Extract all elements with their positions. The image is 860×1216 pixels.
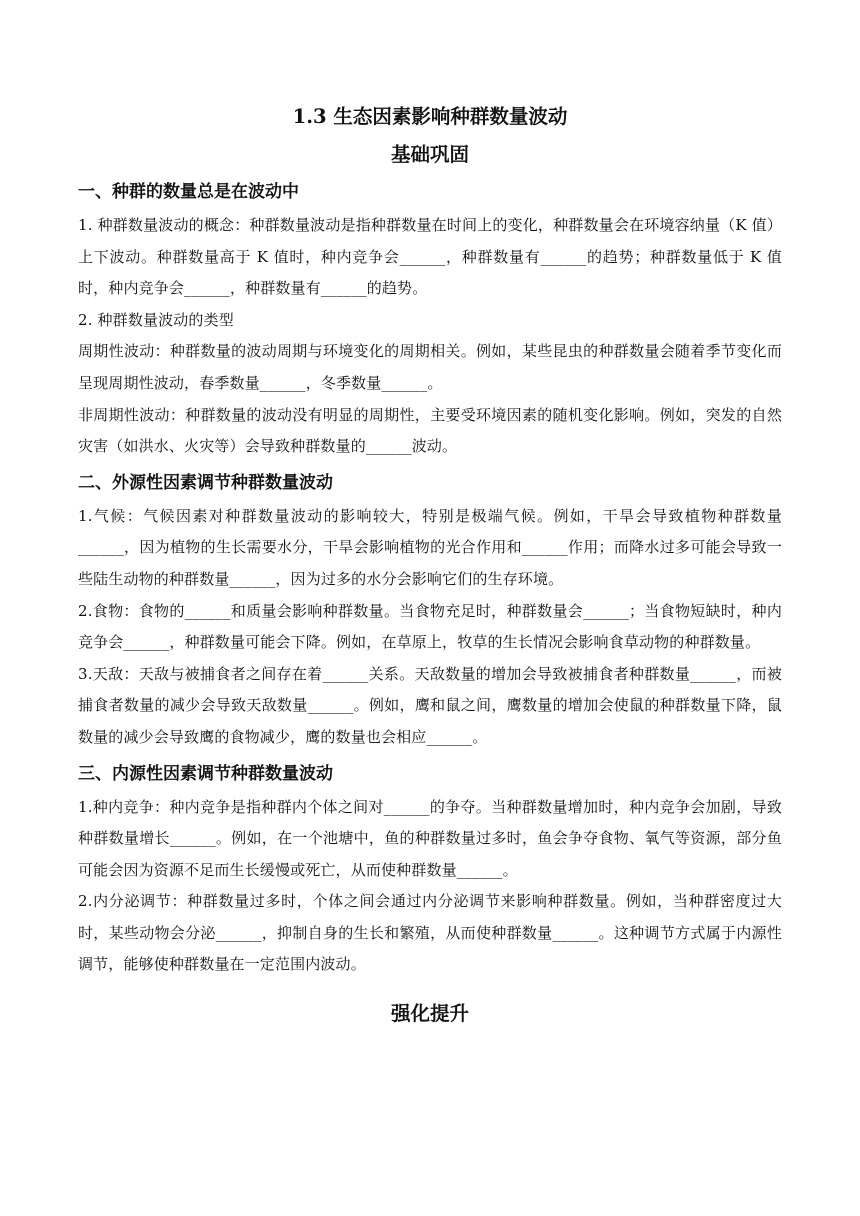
worksheet-page (78, 100, 782, 1047)
section-heading: 一、种群的数量总是在波动中 (78, 182, 299, 202)
paragraph: 2.内分泌调节：种群数量过多时，个体之间会通过内分泌调节来影响种群数量。例如，当种群密度过大时，某些动物会分泌______，抑制自身的生长和繁殖，从而使种群数量______。这种调节方式属于内源性调节，能够使种群数量在一定范围内波动。 (78, 892, 782, 974)
paragraph: 2.食物：食物的______和质量会影响种群数量。当食物充足时，种群数量会______；当食物短缺时，种内竞争会______，种群数量可能会下降。例如，在草原上，牧草的生长情况会影响食草动物的种群数量。 (78, 601, 782, 652)
section-internal-factors (78, 758, 782, 982)
paragraph: 3.天敌：天敌与被捕食者之间存在着______关系。天敌数量的增加会导致被捕食者种群数量______，而被捕食者数量的减少会导致天敌数量______。例如，鹰和鼠之间，鹰数量的增加会使鼠的种群数量下降，鼠数量的减少会导致鹰的食物减少，鹰的数量也会相应______。 (78, 664, 782, 746)
page-title: 1.3 生态因素影响种群数量波动 (292, 105, 568, 128)
page-subtitle: 基础巩固 (390, 143, 469, 166)
paragraph: 1.气候：气候因素对种群数量波动的影响较大，特别是极端气候。例如，干旱会导致植物种群数量______，因为植物的生长需要水分，干旱会影响植物的光合作用和______作用；而降水过多可能会导致一些陆生动物的种群数量______，因为过多的水分会影响它们的生存环境。 (78, 506, 782, 588)
section-heading: 二、外源性因素调节种群数量波动 (78, 472, 333, 493)
paragraph: 非周期性波动：种群数量的波动没有明显的周期性，主要受环境因素的随机变化影响。例如，突发的自然灾害（如洪水、火灾等）会导致种群数量的______波动。 (78, 405, 782, 456)
paragraph: 1. 种群数量波动的概念：种群数量波动是指种群数量在时间上的变化，种群数量会在环境容纳量（K 值）上下波动。种群数量高于 K 值时，种内竞争会______，种群数量有______的趋势；种群数量低于 K 值时，种内竞争会______，种群数量有______的趋势。 (78, 216, 782, 298)
section-external-factors (78, 467, 782, 754)
paragraph: 1.种内竞争：种内竞争是指种群内个体之间对______的争夺。当种群数量增加时，种内竞争会加剧，导致种群数量增长______。例如，在一个池塘中，鱼的种群数量过多时，鱼会争夺食物、氧气等资源，部分鱼可能会因为资源不足而生长缓慢或死亡，从而使种群数量______。 (78, 797, 782, 879)
paragraph: 2. 种群数量波动的类型 (78, 310, 234, 329)
section-heading: 三、内源性因素调节种群数量波动 (78, 763, 333, 784)
section-population-fluctuation (78, 176, 782, 463)
footer-heading: 强化提升 (390, 1002, 469, 1026)
paragraph: 周期性波动：种群数量的波动周期与环境变化的周期相关。例如，某些昆虫的种群数量会随着季节变化而呈现周期性波动，春季数量______，冬季数量______。 (78, 342, 782, 392)
